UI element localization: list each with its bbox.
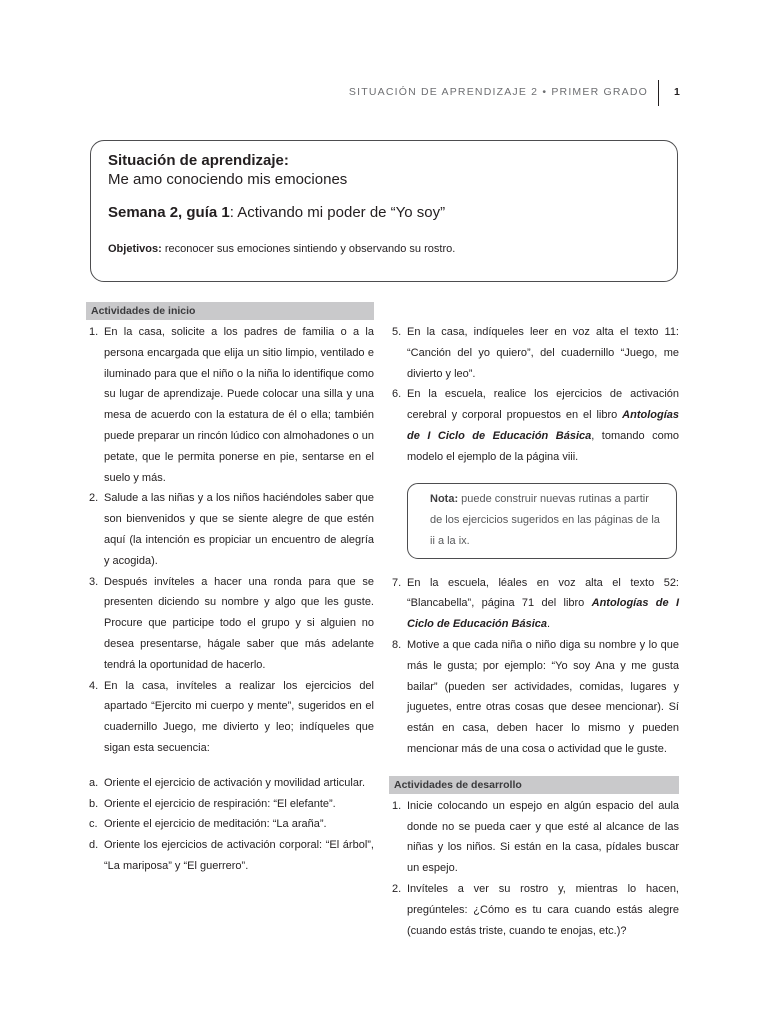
spacer [86, 759, 374, 773]
item-number: 2. [89, 492, 99, 505]
item-number: 5. [392, 326, 402, 338]
list-item [86, 794, 374, 815]
item-number: 4. [89, 679, 99, 692]
page-number: 1 [674, 86, 680, 98]
item-text: Oriente el ejercicio de respiración: “El elefante”. [104, 797, 336, 810]
item-number: 1. [89, 326, 99, 338]
item-letter: b. [89, 797, 99, 810]
note-text: puede construir nuevas rutinas a partir de los ejercicios sugeridos en las páginas de la ii a la ix. [430, 492, 660, 547]
section-title-inicio: Actividades de inicio [86, 302, 374, 320]
item-text: Salude a las niñas y a los niños haciéndoles saber que son bienvenidos y que se siente alegre de que estén aquí (la intención es propiciar un encuentro de alegría y acogida). [104, 492, 374, 567]
item-number: 7. [392, 576, 402, 589]
running-header [0, 86, 768, 106]
item-letter: d. [89, 839, 99, 852]
note-box [407, 483, 677, 559]
sequence-list [86, 773, 374, 877]
book-title: Antologías de I Ciclo de Educación Básica [407, 597, 679, 631]
item-number: 2. [392, 882, 402, 895]
section-title-desarrollo: Actividades de desarrollo [389, 776, 679, 794]
item-number: 8. [392, 638, 402, 651]
left-column [86, 302, 374, 877]
list-item [86, 572, 374, 676]
item-text: Oriente el ejercicio de meditación: “La araña”. [104, 818, 327, 831]
week-label: Semana 2, guía 1 [108, 204, 230, 221]
list-item [86, 676, 374, 759]
week-guide-title [108, 203, 660, 222]
book-title: Antologías de I Ciclo de Educación Básica [407, 409, 679, 442]
list-item [86, 835, 374, 877]
running-title: SITUACIÓN DE APRENDIZAJE 2 • PRIMER GRADO [348, 86, 648, 98]
item-number: 1. [392, 799, 402, 812]
item-text: Inicie colocando un espejo en algún espacio del aula donde no se pueda caer y que esté al alcance de las niñas y los niños. Si están en la casa, pídales buscar un espejo. [407, 799, 679, 875]
list-item [389, 573, 679, 635]
list-item [389, 796, 679, 879]
list-item [389, 635, 679, 760]
list-item [389, 384, 679, 467]
list-item [86, 773, 374, 794]
right-column [389, 322, 679, 941]
item-text: En la casa, solicite a los padres de familia o a la persona encargada que elija un sitio limpio, ventilado e iluminado para que el niño o la niña lo identifique como su lugar de aprendizaje. Puede colocar una silla y una mesa de acuerdo con la estatura de él o ella; también puede preparar un rincón lúdico con almohadones o un petate, que le permita ponerse en pie, sentarse en el suelo y más. [104, 326, 374, 484]
objectives-text: reconocer sus emociones sintiendo y observando su rostro. [161, 243, 456, 255]
item-text: Oriente los ejercicios de activación corporal: “El árbol”, “La mariposa” y “El guerrero”. [104, 839, 374, 872]
spacer [389, 760, 679, 776]
item-text: En la casa, invíteles a realizar los ejercicios del apartado “Ejercito mi cuerpo y mente”, sugeridos en el cuadernillo Juego, me divierto y leo; indíqueles que sigan esta secuencia: [104, 679, 374, 754]
item-text-post: , tomando como modelo el ejemplo de la página viii. [407, 429, 680, 463]
item-number: 3. [89, 575, 99, 588]
item-text: Motive a que cada niña o niño diga su nombre y lo que más le gusta; por ejemplo: “Yo soy Ana y me gusta bailar” (pueden ser actividades, comidas, lugares y juguetes, entre otras cosas que desee mencionar). Sí están en casa, deben hacer lo mismo y pueden mencionar más de una cosa o actividad que le guste. [407, 638, 679, 755]
list-item [389, 879, 679, 941]
objectives-label: Objetivos: [108, 243, 162, 255]
item-text-pre: En la escuela, léales en voz alta el texto 52: “Blancabella”, página 71 del libro [407, 576, 679, 610]
title-box [90, 140, 678, 282]
list-item [389, 322, 679, 384]
list-item [86, 814, 374, 835]
inicio-list-continued [389, 322, 679, 468]
inicio-list-continued-2 [389, 573, 679, 760]
item-text-pre: En la escuela, realice los ejercicios de activación cerebral y corporal propuestos en el libro [407, 388, 679, 422]
item-text: Después invíteles a hacer una ronda para que se presenten diciendo su nombre y algo que les guste. Procure que participe todo el grupo y si alguien no desea presentarse, hágale saber que más adelante tendrá la oportunidad de hacerlo. [104, 575, 374, 671]
inicio-list [86, 322, 374, 759]
item-text: Invíteles a ver su rostro y, mientras lo hacen, pregúnteles: ¿Cómo es tu cara cuando estás alegre (cuando estás triste, cuando te enojas, etc.)? [407, 882, 679, 937]
item-letter: c. [89, 818, 98, 831]
week-separator: : [229, 204, 238, 221]
item-text: Oriente el ejercicio de activación y movilidad articular. [104, 776, 366, 789]
desarrollo-list [389, 796, 679, 942]
item-text: En la casa, indíqueles leer en voz alta el texto 11: “Canción del yo quiero”, del cuadernillo “Juego, me divierto y leo”. [407, 326, 679, 380]
header-divider [658, 80, 659, 106]
week-title: Activando mi poder de “Yo soy” [237, 204, 446, 221]
item-text-post: . [547, 618, 551, 631]
list-item [86, 488, 374, 571]
learning-situation-heading: Situación de aprendizaje: [108, 152, 289, 169]
objectives [108, 242, 660, 256]
list-item [86, 322, 374, 488]
note-label: Nota: [430, 492, 459, 505]
learning-situation-title: Me amo conociendo mis emociones [108, 171, 348, 188]
item-letter: a. [89, 776, 99, 789]
item-number: 6. [392, 388, 402, 401]
